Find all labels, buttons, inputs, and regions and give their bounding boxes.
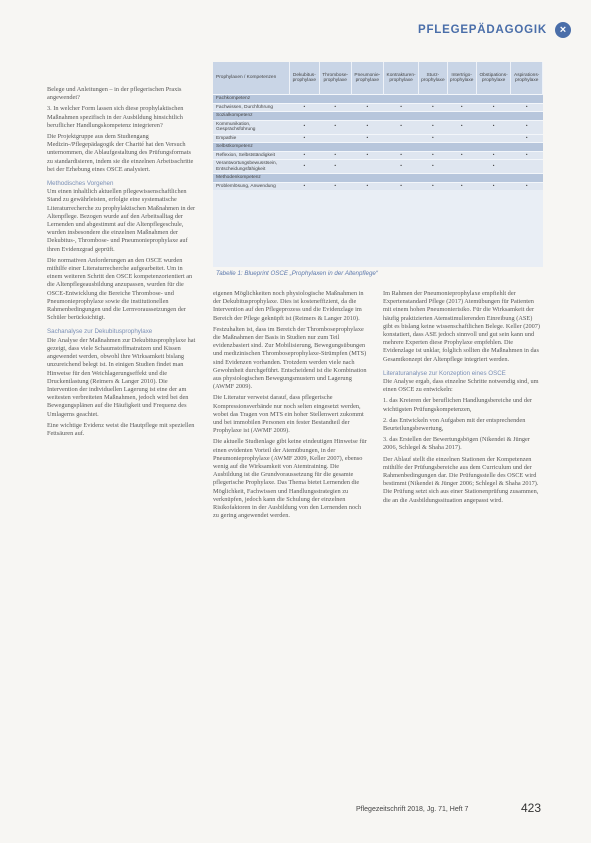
table-row-label: Fachkompetenz — [213, 95, 290, 104]
table-row — [213, 120, 543, 134]
table-cell — [447, 112, 476, 121]
x-circle-icon: × — [555, 22, 571, 38]
table-row-label: Problemlösung, Anwendung — [213, 182, 290, 190]
table-cell: • — [351, 151, 383, 160]
table-cell — [511, 143, 543, 152]
table-cell — [447, 95, 476, 104]
list-item: 1. das Kreieren der beruflichen Handlungsbereiche und der wichtigsten Prüfungskompetenzen, — [383, 397, 532, 413]
table-cell: • — [419, 103, 447, 112]
table-cell: • — [319, 120, 351, 134]
table-cell — [319, 95, 351, 104]
table-cell: • — [511, 182, 543, 190]
table-cell — [447, 174, 476, 183]
table-row — [213, 160, 543, 174]
section-heading: Sachanalyse zur Dekubitusprophylaxe — [47, 328, 153, 336]
table-row — [213, 151, 543, 160]
table-row-label: Fachwissen, Durchführung — [213, 103, 290, 112]
table-cell: • — [383, 103, 418, 112]
table-cell: • — [351, 120, 383, 134]
table-cell — [476, 95, 511, 104]
table-cell — [290, 95, 320, 104]
table-cell: • — [511, 151, 543, 160]
table-cell: • — [476, 151, 511, 160]
paragraph: Um einen inhaltlich aktuellen pflegewissenschaftlichen Stand zu gewährleisten, erfolgte eine systematische Literaturrecherche zu prophylaktischen Maßnahmen in der Altenpflege. Bezogen wurde auf den Arbeitsalltag der Lernenden und abgestimmt auf die Altenpflegeschule, wurden insbesondere die einzelnen Maßnahmen der Dekubitus-, Thrombose- und Pneumonieprophylaxe auf ihren Evidenzgrad geprüft. — [47, 188, 196, 253]
table-cell — [351, 160, 383, 174]
table-cell: • — [290, 103, 320, 112]
table-cell — [351, 95, 383, 104]
table-row-label: Selbstkompetenz — [213, 143, 290, 152]
paragraph: Die normativen Anforderungen an den OSCE wurden mithilfe einer Literaturrecherche aufgearbeitet. Um in einem weiteren Schritt den OSCE kompetenzorientiert an die Altenpflegeausbildung anzupassen, wurden für die OSCE-Entwicklung die Bereiche Thrombose- und Pneumonieprophylaxe sowie die institutionellen Rahmenbedingungen und die Lernvoraussetzungen der Schüler berücksichtigt. — [47, 256, 193, 322]
table-cell — [351, 112, 383, 121]
journal-footer: Pflegezeitschrift 2018, Jg. 71, Heft 7 — [356, 806, 469, 813]
table-cell — [383, 95, 418, 104]
table-cell — [447, 143, 476, 152]
table-cell — [290, 174, 320, 183]
table-cell: • — [419, 120, 447, 134]
table-cell — [383, 134, 418, 143]
table-cell: • — [419, 151, 447, 160]
table-cell: • — [383, 120, 418, 134]
table-cell: • — [351, 182, 383, 190]
table-row-label: Sozialkompetenz — [213, 112, 290, 121]
table-header-cell: Prophylaxen / Kompetenzen — [213, 62, 290, 95]
blueprint-table — [213, 62, 543, 190]
table-cell: • — [476, 182, 511, 190]
table-cell — [476, 143, 511, 152]
table-cell: • — [476, 160, 511, 174]
table-cell — [351, 143, 383, 152]
table-row — [213, 143, 543, 152]
section-title: PFLEGEPÄDAGOGIK — [418, 24, 547, 36]
table-cell: • — [383, 151, 418, 160]
table-cell: • — [447, 182, 476, 190]
paragraph: Die Analyse ergab, dass einzelne Schritte notwendig sind, um einen OSCE zu entwickeln: — [383, 378, 539, 394]
table-cell — [447, 134, 476, 143]
table-header-cell: Sturz-prophylaxe — [419, 62, 447, 95]
table-cell — [319, 174, 351, 183]
table-cell: • — [419, 134, 447, 143]
paragraph: Die Projektgruppe aus dem Studiengang Medizin-/Pflegepädagogik der Charité hat den Versuch unternommen, die Ablaufgestaltung des Prüfungsformats zu standardisieren, indem sie die einzelnen Arbeitsschritte bei der Erhebung eines OSCE analysiert. — [47, 133, 194, 173]
table-row — [213, 103, 543, 112]
table-cell — [319, 112, 351, 121]
table-row-label: Kommunikation, Gesprächsführung — [213, 120, 290, 134]
table-header-cell: Intertrigo-prophylaxe — [447, 62, 476, 95]
table-cell — [383, 112, 418, 121]
paragraph: Die aktuelle Studienlage gibt keine eindeutigen Hinweise für einen evidenten Vorteil der Atemübungen, in der Pneumonieprophylaxe (AWMF 2009, Keller 2007), ebenso wenig auf die Wirksamkeit von Atemtraining. Die Ausbildung ist die Grundvoraussetzung für die gesamte pflegerische Prophylaxe. Das Thema bietet Lernenden die Möglichkeit, Fachwissen und Handlungsstrategien zu verknüpfen, jedoch kann die Schulung der einzelnen Risikofaktoren in der Ausbildung von den Lernenden noch zu gering angewendet werden. — [213, 438, 367, 520]
table-cell — [319, 143, 351, 152]
table-cell — [319, 134, 351, 143]
table-row — [213, 112, 543, 121]
paragraph: Die Literatur verweist darauf, dass pflegerische Kompressionsverbände nur noch selten eingesetzt werden, wobei das Tragen von MTS ein hoher Stellenwert zukommt und bei immobilen Personen ein fester Bestandteil der Prophylaxe ist (AWMF 2009). — [213, 394, 364, 435]
table-cell: • — [511, 134, 543, 143]
paragraph: Festzuhalten ist, dass im Bereich der Thromboseprophylaxe die Maßnahmen der Basis in Studien nur zum Teil evidenzbasiert sind. Zur Mobilisierung, Bewegungsübungen und medizinischen Thromboseprophylaxe-Strümpfen (MTS) sind Evidenzen vorhanden. Trotzdem werden viele nach Gewohnheit durchgeführt. Entscheidend ist die Kombination aus physiologischen Bewegungsmustern und Lagerung (AWMF 2009). — [213, 325, 367, 391]
table-cell — [419, 112, 447, 121]
section-heading: Literaturanalyse zur Konzeption eines OSCE — [383, 369, 506, 377]
paragraph: Eine wichtige Evidenz weist die Hautpflege mit speziellen Fettsäuren auf. — [47, 421, 195, 437]
table-row — [213, 134, 543, 143]
table-cell: • — [351, 103, 383, 112]
text-column-1 — [47, 86, 197, 441]
table-header-cell: Thrombose-prophylaxe — [319, 62, 351, 95]
table-cell — [511, 95, 543, 104]
paragraph: Im Rahmen der Pneumonieprophylaxe empfiehlt der Expertenstandard Pflege (2017) Atemübungen für Patienten mit einem hohen Pneumonierisiko. Für die Wirksamkeit der häufig praktizierten Atemstimulierenden Einreibung (ASE) gibt es bislang keine wissenschaftlichen Belege. Keller (2007) konstatiert, dass ASE jedoch sinnvoll und gut sein kann und mehrere Experten diese Prophylaxe empfehlen. Die Evidenzlage ist unklar, folglich sollten die Maßnahmen in das Gesamtkonzept der Altenpflege integriert werden. — [383, 290, 541, 363]
table-cell — [511, 160, 543, 174]
table-header-cell: Aspirations-prophylaxe — [511, 62, 543, 95]
table-row-label: Verantwortungsbewusstsein, Entscheidungsfähigkeit — [213, 160, 290, 174]
section-header — [418, 22, 578, 44]
table-cell — [290, 112, 320, 121]
table-cell: • — [511, 120, 543, 134]
table-cell: • — [319, 103, 351, 112]
table-cell: • — [476, 103, 511, 112]
table-cell: • — [447, 151, 476, 160]
table-cell — [290, 143, 320, 152]
table-row-label: Reflexion, Selbstständigkeit — [213, 151, 290, 160]
table-cell — [419, 95, 447, 104]
table-header-cell: Obstipations-prophylaxe — [476, 62, 511, 95]
text-column-2 — [213, 290, 368, 523]
table-cell: • — [383, 160, 418, 174]
table-header-cell: Pneumonie-prophylaxe — [351, 62, 383, 95]
table-cell: • — [383, 182, 418, 190]
paragraph: eigenen Möglichkeiten noch physiologische Maßnahmen in der Dekubitusprophylaxe. Dies ist kosteneffizient, da die Intervention auf den Pflegeprozess und die Evidenzlage im Bereich der Pflege geknüpft ist (Reimers & Langer 2010). — [213, 290, 364, 322]
paragraph: Belege und Anleitungen – in der pflegerischen Praxis angewendet? — [47, 86, 182, 102]
table-cell: • — [419, 182, 447, 190]
table-cell: • — [511, 103, 543, 112]
table-cell — [383, 143, 418, 152]
table-cell: • — [290, 160, 320, 174]
paragraph: 3. In welcher Form lassen sich diese prophylaktischen Maßnahmen spezifisch in der Ausbildung hinsichtlich beruflicher Handlungskompetenz integrieren? — [47, 105, 184, 129]
table-row-label: Methodenkompetenz — [213, 174, 290, 183]
table-header-row — [213, 62, 543, 95]
paragraph: Die Analyse der Maßnahmen zur Dekubitusprophylaxe hat gezeigt, dass viele Schaumstoffmatratzen und Kissen angewendet werden, obwohl ihre Wirksamkeit bislang unzureichend belegt ist. In einigen Studien findet man Hinweise für den Weichlagerungseffekt und die Druckentlastung (Reimers & Langer 2010). Die Intervention der individuellen Lagerung ist eine der am weitesten verbreiteten Maßnahmen, jedoch wird bei den Bewegungsplänen auf die Häufigkeit und Frequenz des Umlagerns geachtet. — [47, 336, 196, 418]
table-cell: • — [319, 160, 351, 174]
blueprint-table-box — [213, 62, 543, 267]
paragraph: Der Ablauf stellt die einzelnen Stationen der Kompetenzen mithilfe der Prüfungsbereiche aus dem Curriculum und der Rahmenbedingungen dar. Die Prüfungsstelle des OSCE wird bestimmt (Nikendei & Jünger 2006; Schlegel & Shaha 2017). Die Prüfung setzt sich aus einer Stationenprüfung zusammen, die an die Ausbildungssituation angepasst wird. — [383, 455, 539, 504]
table-cell — [511, 174, 543, 183]
text-column-3 — [383, 290, 543, 508]
page-number: 423 — [521, 801, 542, 815]
table-cell — [419, 174, 447, 183]
table-cell: • — [290, 151, 320, 160]
table-header-cell: Dekubitus-prophylaxe — [290, 62, 320, 95]
table-cell — [419, 143, 447, 152]
table-cell: • — [290, 120, 320, 134]
table-cell: • — [447, 120, 476, 134]
table-cell — [351, 174, 383, 183]
list-item: 2. das Entwickeln von Aufgaben mit der entsprechenden Beurteilungsbewertung, — [383, 416, 526, 433]
list-item: 3. das Erstellen der Bewertungsbögen (Nikendei & Jünger 2006, Schlegel & Shaha 2017). — [383, 436, 530, 452]
table-cell — [383, 174, 418, 183]
table-cell: • — [319, 151, 351, 160]
table-cell — [476, 134, 511, 143]
table-row — [213, 95, 543, 104]
table-row — [213, 182, 543, 190]
table-cell: • — [419, 160, 447, 174]
table-caption: Tabelle 1: Blueprint OSCE „Prophylaxen in der Altenpflege“ — [216, 270, 378, 277]
table-cell: • — [319, 182, 351, 190]
table-cell: • — [476, 120, 511, 134]
table-cell — [476, 174, 511, 183]
table-cell: • — [290, 182, 320, 190]
table-row — [213, 174, 543, 183]
table-row-label: Empathie — [213, 134, 290, 143]
table-cell — [511, 112, 543, 121]
table-cell: • — [290, 134, 320, 143]
table-cell: • — [351, 134, 383, 143]
table-cell — [476, 112, 511, 121]
table-cell — [447, 160, 476, 174]
table-cell: • — [447, 103, 476, 112]
section-heading: Methodisches Vorgehen — [47, 180, 114, 188]
table-header-cell: Kontrakturen-prophylaxe — [383, 62, 418, 95]
